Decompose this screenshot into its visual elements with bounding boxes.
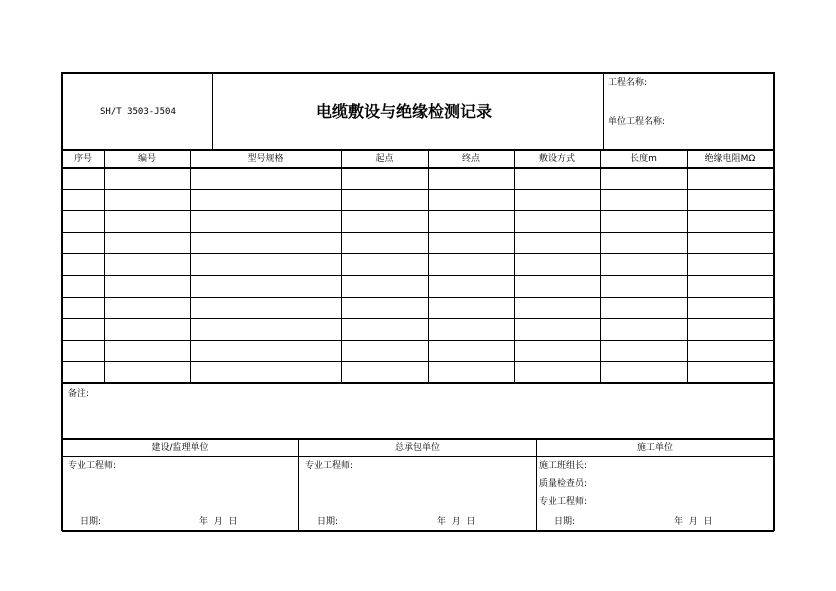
construction-supervision-date-label: 日期: (80, 517, 102, 527)
general-contractor-engineer-label: 专业工程师: (305, 461, 354, 471)
border-top (62, 72, 774, 74)
column-header-end-point: 终点 (461, 154, 480, 164)
column-header-length: 长度m (630, 154, 657, 164)
column-header-index: 序号 (73, 154, 92, 164)
header-divider-1 (212, 72, 213, 150)
construction-supervision-heading: 建设/监理单位 (151, 443, 209, 453)
column-header-number: 编号 (137, 154, 156, 164)
construction-supervision-ymd: 年 月 日 (199, 517, 238, 527)
table-row (62, 275, 774, 276)
form-title: 电缆敷设与绝缘检测记录 (316, 102, 493, 121)
table-col-line (428, 149, 429, 383)
construction-unit-date-label: 日期: (554, 517, 576, 527)
column-header-bottom (62, 167, 774, 169)
column-header-insulation-resistance: 绝缘电阻MΩ (704, 154, 756, 164)
table-row (62, 318, 774, 319)
column-header-start-point: 起点 (375, 154, 394, 164)
table-col-line (190, 149, 191, 383)
construction-unit-team-leader-label: 施工班组长: (539, 461, 588, 471)
column-header-model-spec: 型号规格 (247, 154, 284, 164)
general-contractor-heading: 总承包单位 (394, 443, 440, 453)
table-row (62, 232, 774, 233)
unit-project-name-label: 单位工程名称: (608, 117, 666, 127)
table-col-line (514, 149, 515, 383)
table-row (62, 210, 774, 211)
general-contractor-date-label: 日期: (317, 517, 339, 527)
border-bottom (62, 530, 774, 532)
construction-unit-ymd: 年 月 日 (674, 517, 713, 527)
remarks-label: 备注: (68, 389, 90, 399)
table-col-line (341, 149, 342, 383)
table-row (62, 253, 774, 254)
general-contractor-ymd: 年 月 日 (437, 517, 476, 527)
table-bottom-line (62, 382, 774, 384)
table-row (62, 340, 774, 341)
table-row (62, 361, 774, 362)
remarks-bottom-line (62, 438, 774, 440)
table-col-line (600, 149, 601, 383)
table-col-line (687, 149, 688, 383)
project-name-label: 工程名称: (608, 78, 648, 88)
border-right (773, 72, 775, 531)
construction-unit-quality-inspector-label: 质量检查员: (539, 479, 588, 489)
table-col-line (104, 149, 105, 383)
border-left (61, 72, 63, 531)
table-row (62, 297, 774, 298)
header-bottom-line (62, 149, 774, 151)
construction-unit-engineer-label: 专业工程师: (539, 497, 588, 507)
construction-supervision-engineer-label: 专业工程师: (68, 461, 117, 471)
table-row (62, 189, 774, 190)
signature-heading-line (62, 456, 774, 457)
header-divider-2 (603, 72, 604, 150)
standard-code: SH/T 3503-J504 (100, 107, 176, 117)
column-header-laying-method: 敷设方式 (538, 154, 575, 164)
construction-unit-heading: 施工单位 (636, 443, 673, 453)
